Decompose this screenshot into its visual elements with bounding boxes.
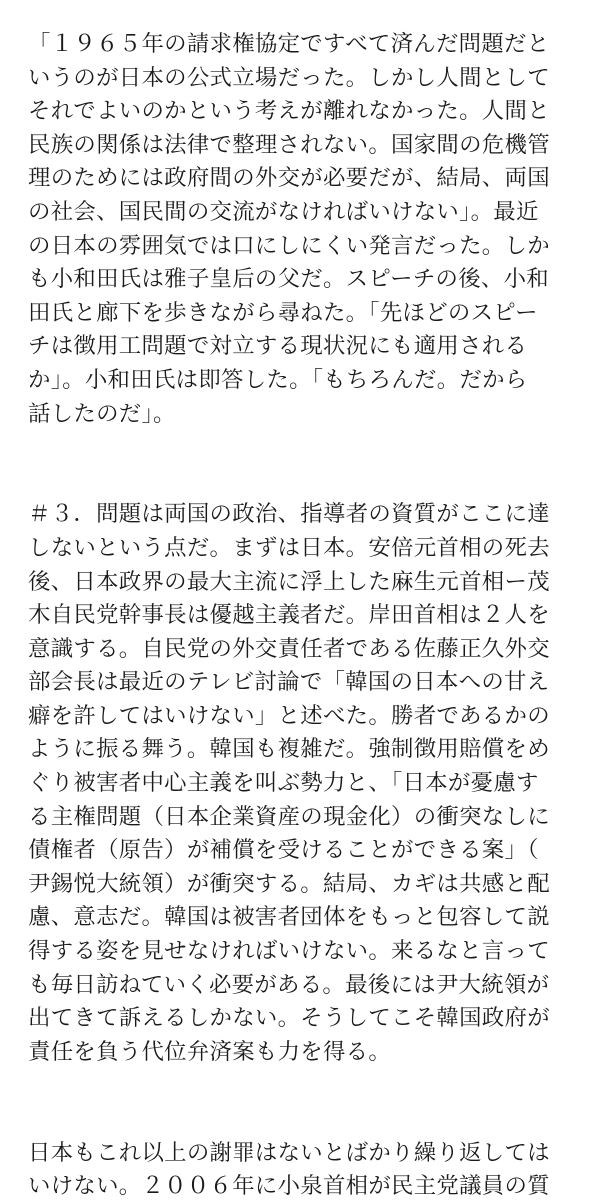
text-line: 「１９６５年の請求権協定ですべて済んだ問題だと — [28, 31, 550, 57]
text-line: いうのが日本の公式立場だった。しかし人間として — [28, 64, 550, 91]
paragraph-spacer — [28, 1069, 568, 1136]
text-line: も小和田氏は雅子皇后の父だ。スピーチの後、小和 — [28, 266, 549, 293]
text-line: 部会長は最近のテレビ討論で「韓国の日本への甘え — [28, 669, 550, 696]
paragraph-spacer — [28, 431, 568, 498]
text-line: 尹錫悦大統領）が衝突する。結局、カギは共感と配 — [28, 870, 550, 897]
text-line: それでよいのかという考えが離れなかった。人間と — [28, 98, 550, 125]
text-line: 話したのだ」。 — [28, 400, 176, 427]
text-line: 後、日本政界の最大主流に浮上した麻生元首相ー茂 — [28, 568, 550, 595]
text-line: も毎日訪ねていく必要がある。最後には尹大統領が — [28, 971, 550, 998]
text-line: チは徴用工問題で対立する現状況にも適用される — [28, 333, 528, 360]
article-body — [28, 28, 568, 1204]
text-line: 意識する。自民党の外交責任者である佐藤正久外交 — [28, 635, 550, 662]
text-line: 田氏と廊下を歩きながら尋ねた。「先ほどのスピー — [28, 299, 538, 326]
text-line: いけない。２００６年に小泉首相が民主党議員の質 — [28, 1173, 550, 1200]
text-line: 木自民党幹事長は優越主義者だ。岸田首相は２人を — [28, 602, 550, 629]
paragraph-3 — [28, 1137, 568, 1204]
text-line: 日本もこれ以上の謝罪はないとばかり繰り返しては — [28, 1139, 550, 1166]
text-line: 債権者（原告）が補償を受けることができる案」（ — [28, 837, 539, 864]
paragraph-2 — [28, 498, 568, 1069]
text-line: か」。小和田氏は即答した。「もちろんだ。だから — [28, 366, 528, 393]
text-line: 理のためには政府間の外交が必要だが、結局、両国 — [28, 165, 550, 192]
text-line: の日本の雰囲気では口にしにくい発言だった。しか — [28, 232, 550, 259]
paragraph-1 — [28, 28, 568, 431]
text-line: 責任を負う代位弁済案も力を得る。 — [28, 1038, 392, 1065]
text-line: 慮、意志だ。韓国は被害者団体をもっと包容して説 — [28, 904, 550, 931]
text-line: しないという点だ。まずは日本。安倍元首相の死去 — [28, 534, 550, 561]
text-line: ぐり被害者中心主義を叫ぶ勢力と、「日本が憂慮す — [28, 770, 539, 797]
text-line: ように振る舞う。韓国も複雑だ。強制徴用賠償をめ — [28, 736, 550, 763]
text-line: 民族の関係は法律で整理されない。国家間の危機管 — [28, 131, 550, 158]
text-line: の社会、国民間の交流がなければいけない」。最近 — [28, 198, 539, 225]
text-line: ＃３．問題は両国の政治、指導者の資質がここに達 — [28, 501, 550, 528]
text-line: る主権問題（日本企業資産の現金化）の衝突なしに — [28, 803, 550, 830]
text-line: 出てきて訴えるしかない。そうしてこそ韓国政府が — [28, 1005, 550, 1032]
text-line: 得する姿を見せなければいけない。来るなと言って — [28, 938, 550, 965]
text-line: 癖を許してはいけない」と述べた。勝者であるかの — [28, 702, 550, 729]
